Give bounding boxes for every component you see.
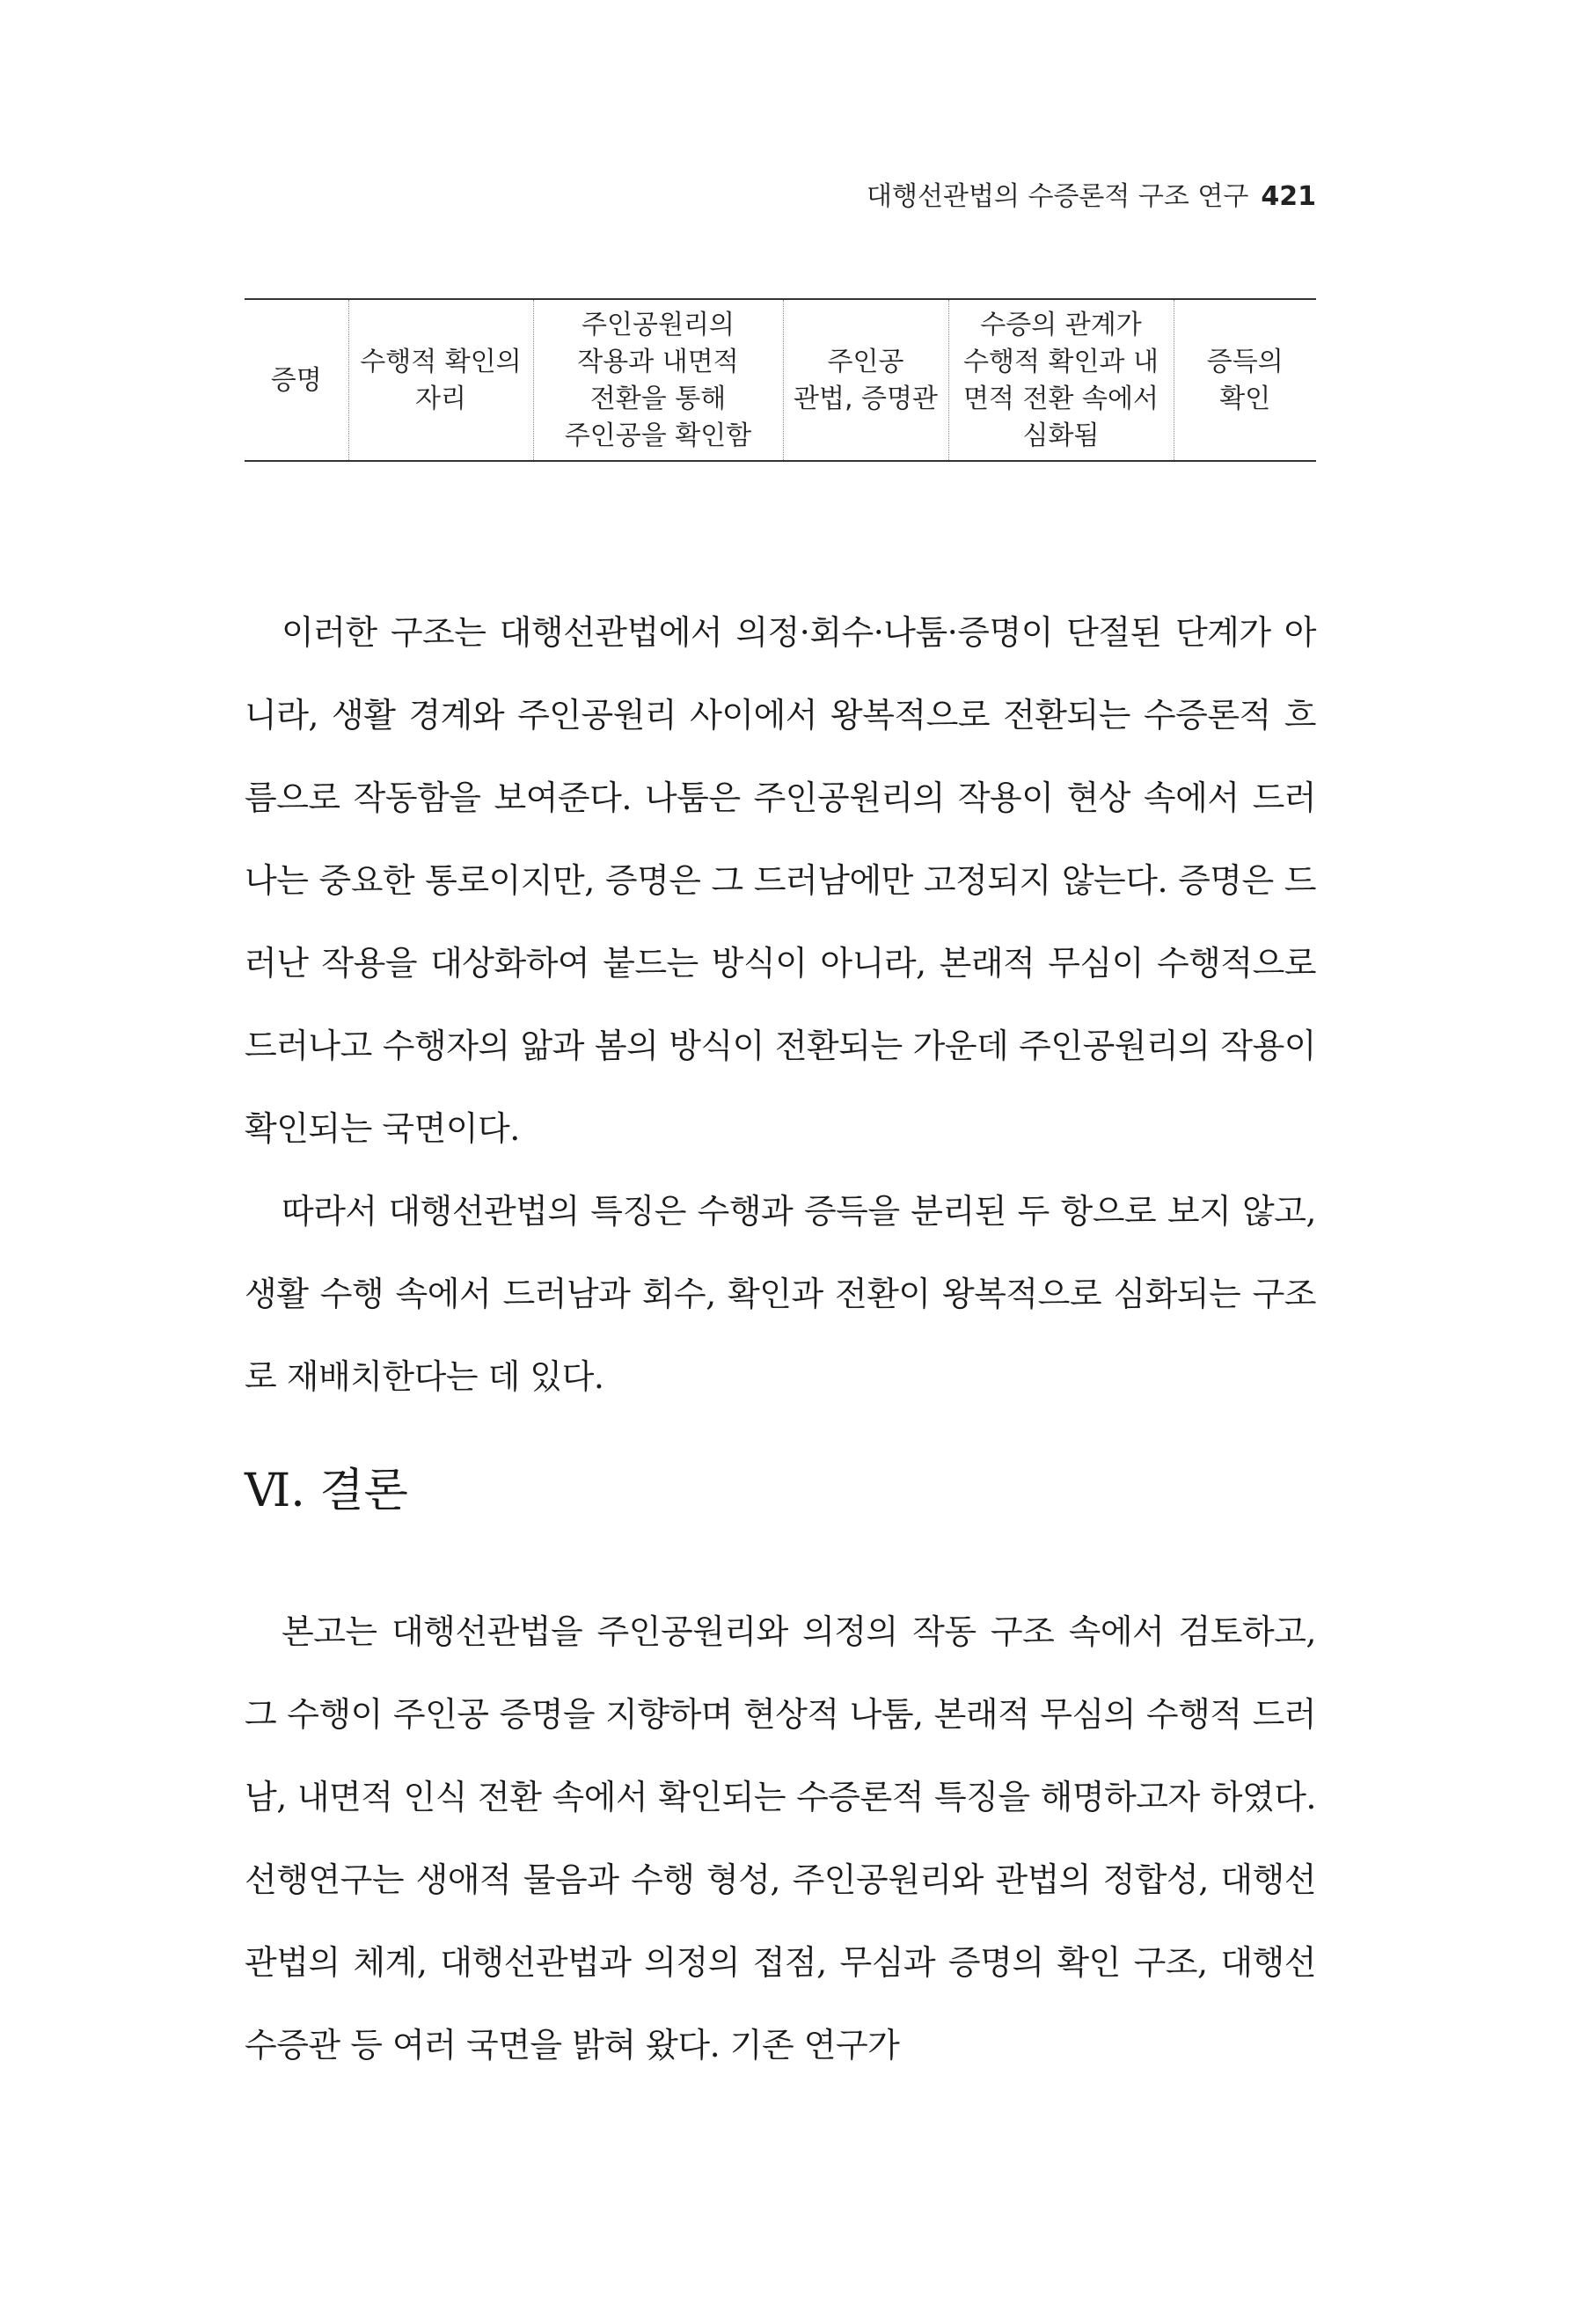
body-text-after bbox=[245, 1590, 1316, 2086]
table-cell-position: 수행적 확인의 자리 bbox=[348, 299, 533, 461]
paragraph: 따라서 대행선관법의 특징은 수행과 증득을 분리된 두 항으로 보지 않고, 생활 수행 속에서 드러남과 회수, 확인과 전환이 왕복적으로 심화되는 구조로 재배치한다는 데 있다. bbox=[245, 1192, 1316, 1396]
summary-table-wrap bbox=[245, 298, 1316, 462]
body-text-before bbox=[245, 591, 1316, 1418]
page-number: 421 bbox=[1261, 181, 1316, 212]
table-cell-result: 증득의 확인 bbox=[1174, 299, 1316, 461]
section-heading: Ⅵ. 결론 bbox=[245, 1465, 408, 1517]
summary-table bbox=[245, 298, 1316, 462]
table-cell-stage: 증명 bbox=[270, 365, 322, 396]
table-cell-method: 주인공 관법, 증명관 bbox=[783, 299, 948, 461]
table-cell-relation: 수증의 관계가 수행적 확인과 내 면적 전환 속에서 심화됨 bbox=[948, 299, 1174, 461]
table-cell-mechanism: 주인공원리의 작용과 내면적 전환을 통해 주인공을 확인함 bbox=[533, 299, 783, 461]
paragraph: 본고는 대행선관법을 주인공원리와 의정의 작동 구조 속에서 검토하고, 그 수행이 주인공 증명을 지향하며 현상적 나툼, 본래적 무심의 수행적 드러남, 내면적 인식 전환 속에서 확인되는 수증론적 특징을 해명하고자 하였다. 선행연구는 생애적 물음과 수행 형성, 주인공원리와 관법의 정합성, 대행선관법의 체계, 대행선관법과 의정의 접점, 무심과 증명의 확인 구조, 대행선 수증관 등 여러 국면을 밝혀 왔다. 기존 연구가 bbox=[245, 1612, 1316, 2065]
table-row bbox=[245, 299, 1316, 461]
running-header bbox=[867, 174, 1316, 213]
paragraph: 이러한 구조는 대행선관법에서 의정·회수·나툼·증명이 단절된 단계가 아니라, 생활 경계와 주인공원리 사이에서 왕복적으로 전환되는 수증론적 흐름으로 작동함을 보여준다. 나툼은 주인공원리의 작용이 현상 속에서 드러나는 중요한 통로이지만, 증명은 그 드러남에만 고정되지 않는다. 증명은 드러난 작용을 대상화하여 붙드는 방식이 아니라, 본래적 무심이 수행적으로 드러나고 수행자의 앎과 봄의 방식이 전환되는 가운데 주인공원리의 작용이 확인되는 국면이다. bbox=[245, 613, 1316, 1148]
running-title: 대행선관법의 수증론적 구조 연구 bbox=[867, 181, 1249, 212]
